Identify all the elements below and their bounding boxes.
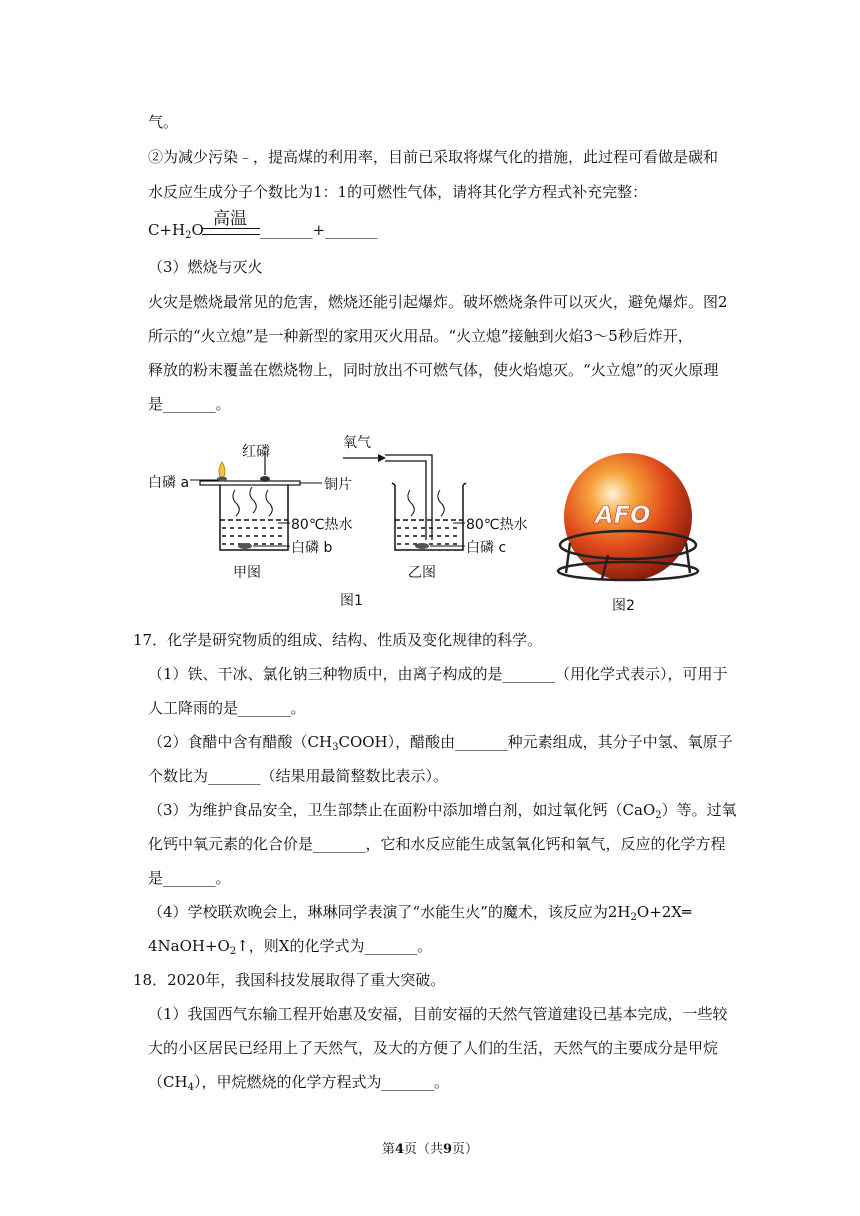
- text-line: 火灾是燃烧最常见的危害，燃烧还能引起爆炸。破坏燃烧条件可以灭火，避免爆炸。图2: [148, 293, 728, 311]
- caption-fig1: 图1: [340, 593, 363, 609]
- text-line: （3）为维护食品安全，卫生部禁止在面粉中添加增白剂，如过氧化钙（CaO$_2$）等。过氧: [148, 801, 737, 821]
- text-line: （2）食醋中含有醋酸$(CH_3COOH)$，醋酸由_______种元素组成，其分子中氢、氧原子: [148, 733, 733, 753]
- equation-blanks: _______+_______: [260, 221, 378, 239]
- label-hot-water-2: 80℃热水: [466, 517, 528, 533]
- text-line: 水反应生成分子个数比为1：1的可燃性气体，请将其化学方程式补充完整：: [148, 183, 648, 201]
- equals-sign: [202, 228, 260, 235]
- afo-logo: AFO: [595, 501, 651, 529]
- arrow-head-icon: [378, 454, 386, 462]
- text-line: 释放的粉末覆盖在燃烧物上，同时放出不可燃气体，使火焰熄灭。“火立熄”的灭火原理: [148, 361, 719, 379]
- label-white-phosphorus-b: 白磷 b: [291, 540, 333, 556]
- text-line: 气。: [148, 113, 179, 131]
- text-line: 大的小区居民已经用上了天然气，及大的方便了人们的生活，天然气的主要成分是甲烷: [148, 1039, 719, 1057]
- equation-reactants: $C+H_2O$: [148, 221, 204, 241]
- label-copper-plate: 铜片: [324, 477, 352, 493]
- label-white-phosphorus-c: 白磷 c: [466, 540, 507, 556]
- text-line: 个数比为_______（结果用最简整数比表示）。: [148, 767, 449, 785]
- text-line: 是_______。: [148, 869, 231, 887]
- text-line: （1）我国西气东输工程开始惠及安福，目前安福的天然气管道建设已基本完成，一些较: [148, 1005, 728, 1023]
- text-line: （1）铁、干冰、氯化钠三种物质中，由离子构成的是_______（用化学式表示），可用于: [148, 665, 728, 683]
- question-18: 18．2020年，我国科技发展取得了重大突破。: [133, 971, 446, 989]
- text-line: $4NaOH+O_2↑$，则X的化学式为_______。: [148, 937, 432, 957]
- beaker-yi: [392, 483, 466, 550]
- page-number: 4: [394, 1142, 404, 1157]
- text-line: （4）学校联欢晚会上，琳琳同学表演了“水能生火”的魔术，该反应为$2H_2O+2X═$: [148, 903, 692, 923]
- label-oxygen: 氧气: [343, 435, 371, 451]
- label-hot-water-1: 80℃热水: [291, 517, 353, 533]
- equation-line: [148, 220, 204, 240]
- beaker-jia: [220, 485, 288, 550]
- label-jia: 甲图: [233, 565, 261, 581]
- text-line: （3）燃烧与灭火: [148, 258, 263, 276]
- total-pages: 9: [443, 1142, 453, 1157]
- copper-plate: [200, 481, 300, 485]
- question-17: 17．化学是研究物质的组成、结构、性质及变化规律的科学。: [133, 631, 543, 649]
- experiment-figure: [140, 425, 700, 620]
- text-line: $(CH_4)$，甲烷燃烧的化学方程式为_______。: [148, 1073, 449, 1093]
- text-line: 是_______。: [148, 395, 231, 413]
- text-line: 所示的“火立熄”是一种新型的家用灭火用品。“火立熄”接触到火焰3～5秒后炸开，: [148, 327, 693, 345]
- white-phosphorus-b: [238, 543, 252, 549]
- reaction-condition: 高温: [213, 209, 247, 229]
- red-phosphorus: [260, 476, 270, 482]
- caption-fig2: 图2: [612, 598, 635, 614]
- page-footer: 第4页（共9页）: [381, 1142, 479, 1157]
- text-line: 人工降雨的是_______。: [148, 699, 306, 717]
- text-line: ②为减少污染﹣，提高煤的利用率，目前已采取将煤气化的措施，此过程可看做是碳和: [148, 148, 719, 166]
- fire-extinguisher-ball: [558, 453, 698, 581]
- text-line: 化钙中氧元素的化合价是_______，它和水反应能生成氢氧化钙和氧气，反应的化学方程: [148, 835, 726, 853]
- label-white-phosphorus-a: 白磷 a: [148, 475, 190, 491]
- white-phosphorus-c: [415, 543, 429, 549]
- label-red-phosphorus: 红磷: [242, 444, 270, 460]
- label-yi: 乙图: [408, 565, 436, 581]
- white-phosphorus-a: [217, 477, 227, 482]
